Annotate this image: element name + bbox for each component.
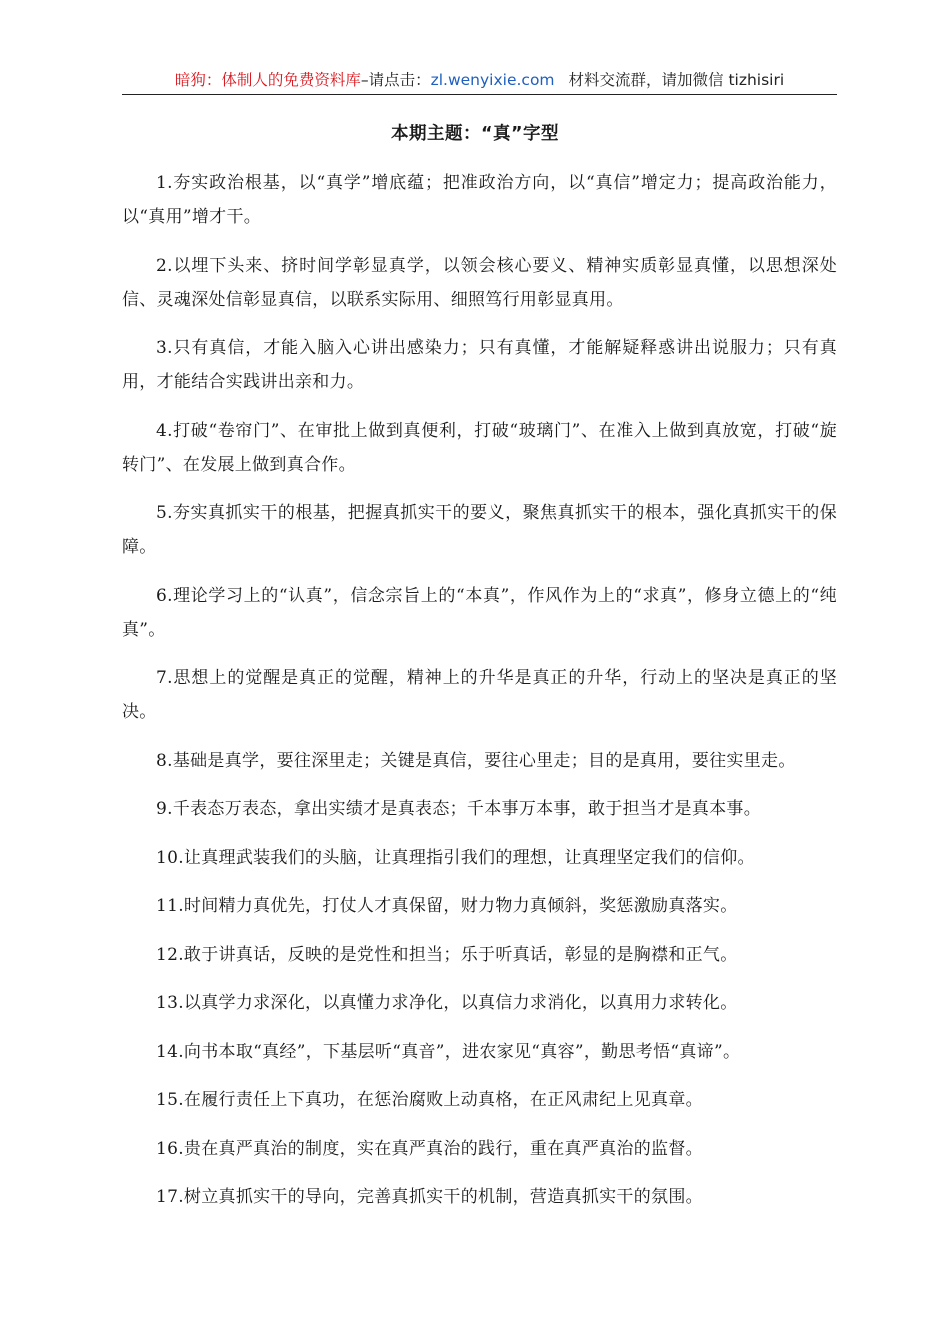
paragraph-9: 9.千表态万表态，拿出实绩才是真表态；千本事万本事，敢于担当才是真本事。 (156, 799, 762, 819)
header-brand: 暗狗：体制人的免费资料库 (174, 71, 361, 89)
paragraph-16: 16.贵在真严真治的制度，实在真严真治的践行，重在真严真治的监督。 (156, 1138, 703, 1159)
page-header (122, 66, 837, 95)
header-contact: 材料交流群，请加微信 tizhisiri (568, 71, 785, 89)
paragraph-12: 12.敢于讲真话，反映的是党性和担当；乐于听真话，彰显的是胸襟和正气。 (156, 944, 738, 965)
header-url-link[interactable]: zl.wenyixie.com (430, 71, 555, 89)
paragraph-2: 2.以埋下头来、挤时间学彰显真学，以领会核心要义、精神实质彰显真懂，以思想深处信、灵魂深处信彰显真信，以联系实际用、细照笃行用彰显真用。 (122, 255, 837, 310)
document-body (122, 166, 837, 1229)
paragraph-7: 7.思想上的觉醒是真正的觉醒，精神上的升华是真正的升华，行动上的坚决是真正的坚决。 (122, 668, 837, 722)
paragraph-5: 5.夯实真抓实干的根基，把握真抓实干的要义，聚焦真抓实干的根本，强化真抓实干的保障。 (122, 503, 837, 557)
document-title: 本期主题：“真”字型 (390, 124, 559, 144)
paragraph-4: 4.打破“卷帘门”、在审批上做到真便利，打破“玻璃门”、在准入上做到真放宽，打破“旋转门”、在发展上做到真合作。 (122, 420, 837, 475)
paragraph-13: 13.以真学力求深化，以真懂力求净化，以真信力求消化，以真用力求转化。 (156, 993, 738, 1013)
header-prompt: –请点击： (360, 71, 431, 89)
paragraph-15: 15.在履行责任上下真功，在惩治腐败上动真格，在正风肃纪上见真章。 (156, 1090, 703, 1110)
paragraph-6: 6.理论学习上的“认真”，信念宗旨上的“本真”，作风作为上的“求真”，修身立德上的“纯真”。 (122, 585, 837, 640)
paragraph-14: 14.向书本取“真经”，下基层听“真音”，进农家见“真容”，勤思考悟“真谛”。 (156, 1041, 741, 1062)
paragraph-1: 1.夯实政治根基，以“真学”增底蕴；把准政治方向，以“真信”增定力；提高政治能力，以“真用”增才干。 (122, 173, 837, 227)
paragraph-11: 11.时间精力真优先，打仗人才真保留，财力物力真倾斜，奖惩激励真落实。 (156, 896, 738, 916)
paragraph-3: 3.只有真信，才能入脑入心讲出感染力；只有真懂，才能解疑释惑讲出说服力；只有真用，才能结合实践讲出亲和力。 (122, 338, 837, 392)
paragraph-10: 10.让真理武装我们的头脑，让真理指引我们的理想，让真理坚定我们的信仰。 (156, 847, 755, 868)
paragraph-8: 8.基础是真学，要往深里走；关键是真信，要往心里走；目的是真用，要往实里走。 (156, 750, 796, 771)
paragraph-17: 17.树立真抓实干的导向，完善真抓实干的机制，营造真抓实干的氛围。 (156, 1187, 703, 1207)
